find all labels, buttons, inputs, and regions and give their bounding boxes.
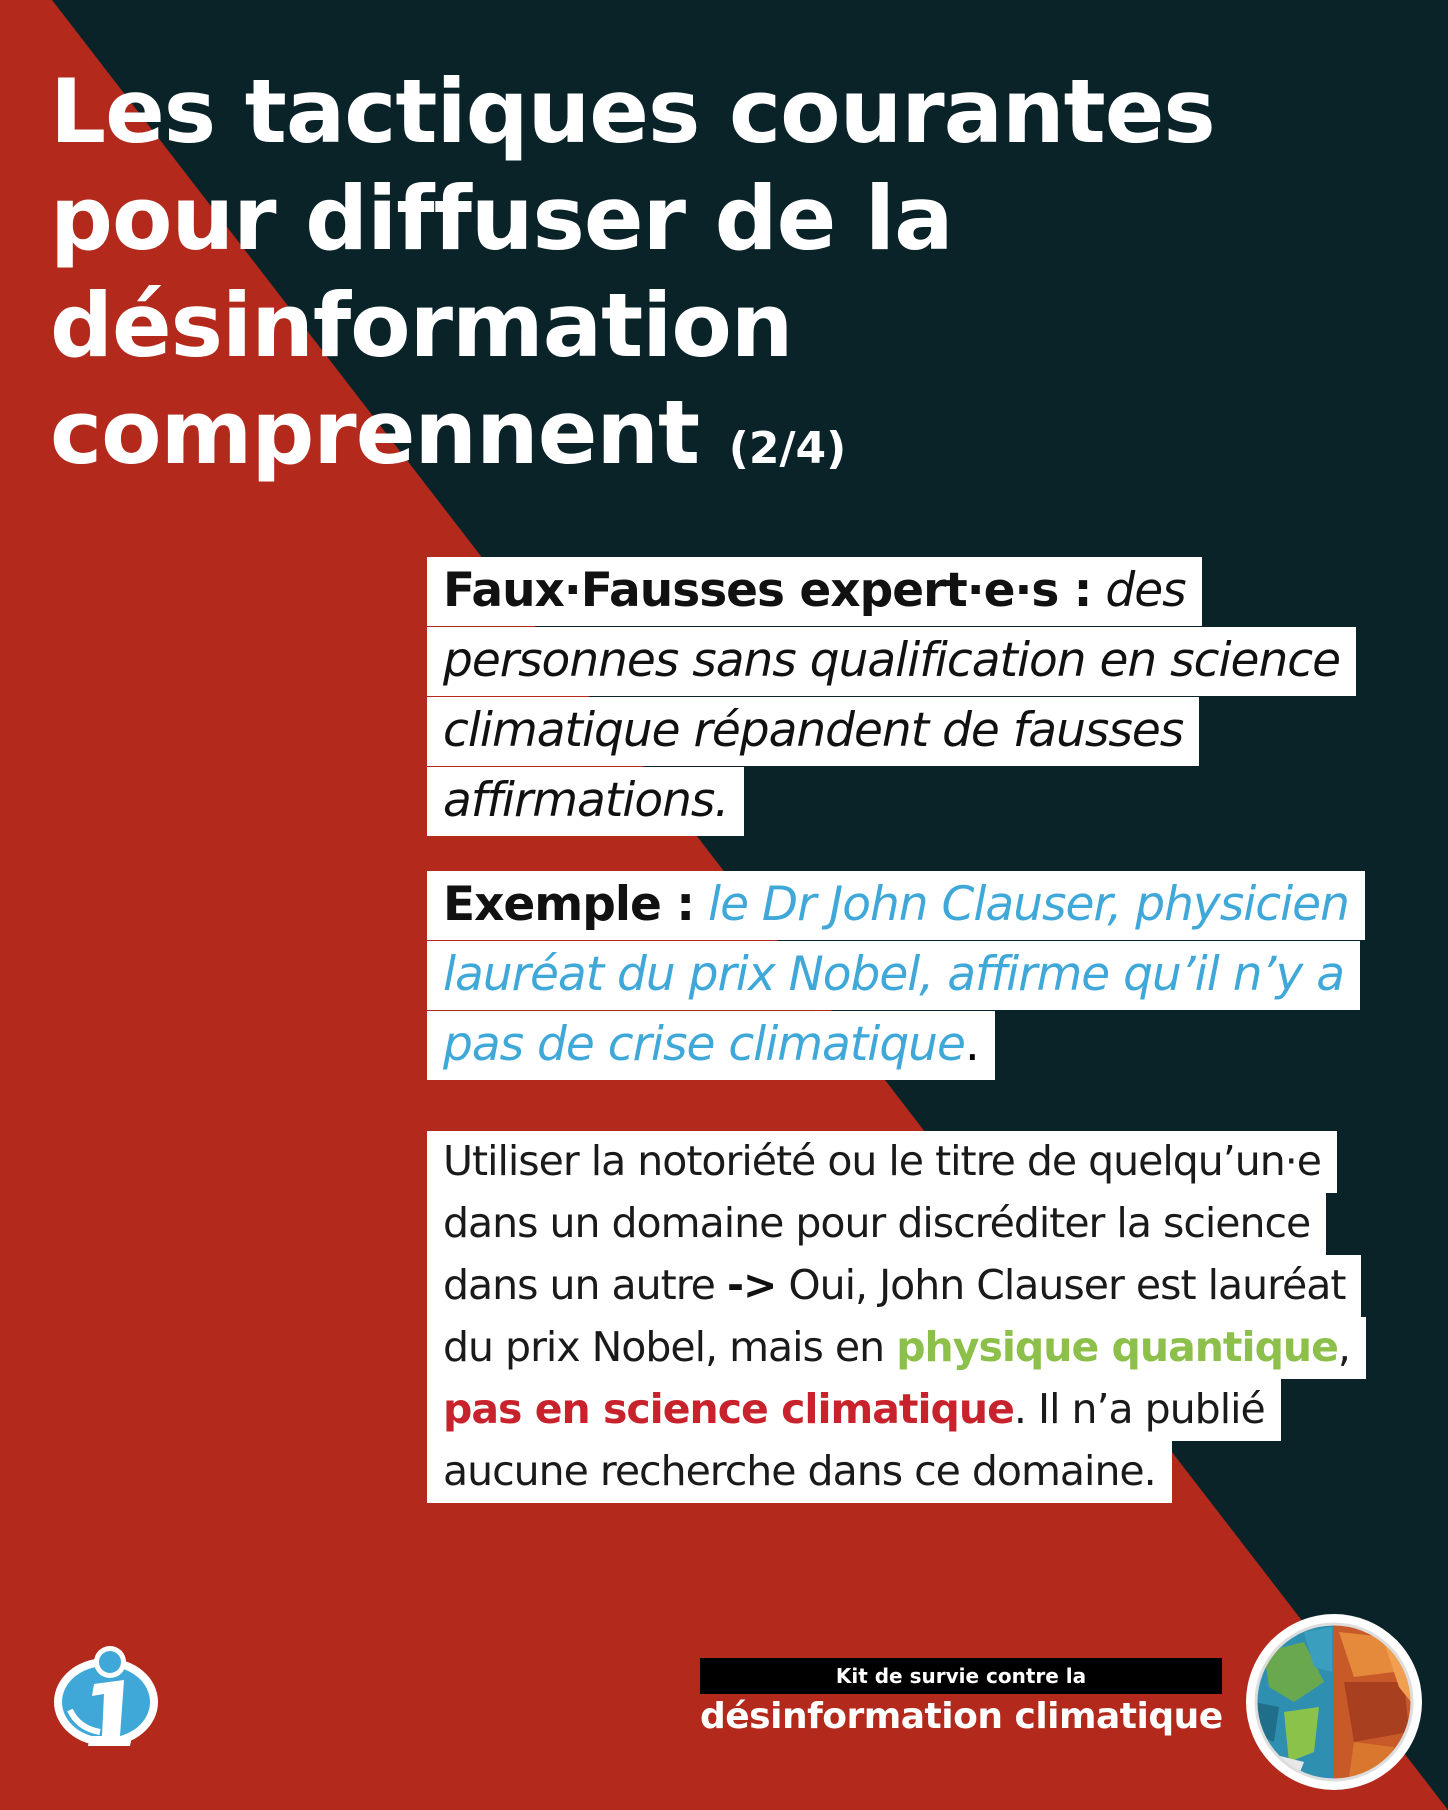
explanation-comma: , xyxy=(1337,1323,1350,1371)
title-main: Les tactiques courantes pour diffuser de la désinformation comprennent xyxy=(50,60,1215,484)
arrow-symbol: -> xyxy=(726,1261,777,1309)
explanation-part2: Oui, John Clauser est lauréat du prix Nobel, mais en xyxy=(443,1261,1346,1371)
example-end: . xyxy=(964,1017,979,1072)
explanation-part3: . Il n’a publié aucune recherche dans ce domaine. xyxy=(443,1385,1265,1495)
info-i-logo-icon xyxy=(48,1640,163,1755)
globe-logo-icon xyxy=(1244,1612,1424,1792)
red-highlight: pas en science climatique xyxy=(443,1385,1014,1433)
page-title xyxy=(50,58,1410,502)
example-label: Exemple : xyxy=(443,877,695,932)
explanation-part1: Utiliser la notoriété ou le titre de quelqu’un·e dans un domaine pour discréditer la science dans un autre xyxy=(443,1137,1322,1309)
green-highlight: physique quantique xyxy=(896,1323,1338,1371)
example-text: le Dr John Clauser, physicien lauréat du prix Nobel, affirme qu’il n’y a pas de crise climatique xyxy=(443,877,1349,1072)
kit-title-top: Kit de survie contre la xyxy=(700,1658,1222,1694)
kit-title-bottom: désinformation climatique xyxy=(700,1696,1223,1737)
explanation-block xyxy=(427,1130,1387,1502)
title-page-indicator: (2/4) xyxy=(728,423,847,474)
definition-term: Faux·Fausses expert·e·s : xyxy=(443,563,1092,618)
definition-block xyxy=(427,556,1387,836)
example-block xyxy=(427,870,1387,1080)
kit-banner xyxy=(700,1658,1222,1737)
definition-text: des personnes sans qualification en science climatique répandent de fausses affirmations. xyxy=(443,563,1340,828)
